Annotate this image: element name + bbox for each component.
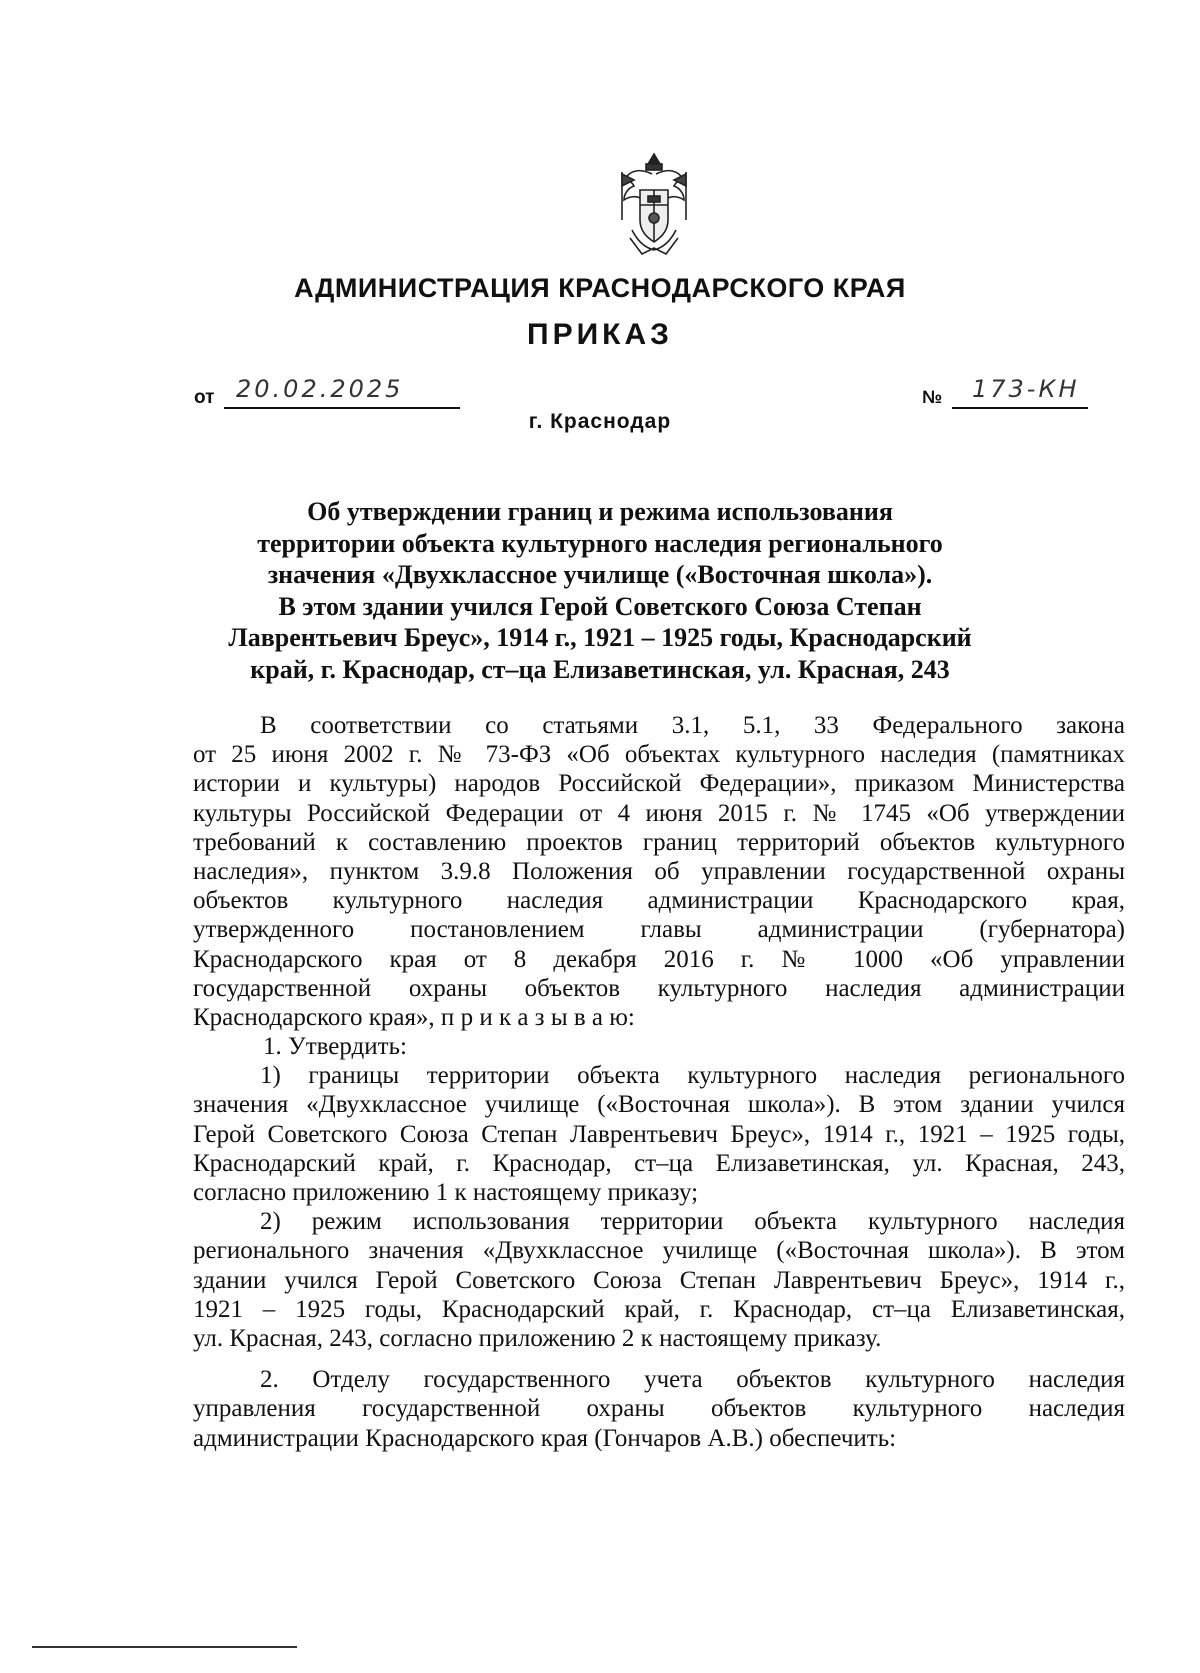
body-line: истории и культуры) народов Российской Федерации», приказом Министерства bbox=[193, 770, 1125, 798]
body-line: 2. Отделу государственного учета объектов культурного наследия bbox=[260, 1366, 1125, 1394]
number-value: 173-КН bbox=[972, 375, 1080, 403]
body-line: администрации Краснодарского края (Гончаров А.В.) обеспечить: bbox=[193, 1424, 897, 1452]
body-line: Краснодарского края от 8 декабря 2016 г. № 1000 «Об управлении bbox=[193, 945, 1125, 973]
number-field bbox=[922, 375, 1092, 413]
body-line: наследия», пунктом 3.9.8 Положения об управлении государственной охраны bbox=[193, 857, 1125, 885]
body-line: значения «Двухклассное училище («Восточная школа»). В этом здании учился bbox=[193, 1091, 1125, 1119]
number-underline bbox=[952, 407, 1088, 409]
body-line: культуры Российской Федерации от 4 июня 2015 г. № 1745 «Об утверждении bbox=[193, 799, 1125, 827]
body-line: 1921 – 1925 годы, Краснодарский край, г. Краснодар, ст–ца Елизаветинская, bbox=[193, 1295, 1125, 1323]
body-line: Краснодарского края», п р и к а з ы в а ю: bbox=[193, 1003, 635, 1031]
title-line: территории объекта культурного наследия регионального bbox=[257, 528, 943, 558]
body-line: от 25 июня 2002 г. № 73-ФЗ «Об объектах культурного наследия (памятниках bbox=[193, 741, 1125, 769]
body-line: государственной охраны объектов культурного наследия администрации bbox=[193, 974, 1125, 1002]
title-line: край, г. Краснодар, ст–ца Елизаветинская, ул. Красная, 243 bbox=[250, 654, 950, 684]
paragraph-gap bbox=[193, 1353, 1125, 1365]
date-field bbox=[194, 375, 464, 413]
paragraph-subitem-2 bbox=[193, 1207, 1125, 1353]
date-prefix: от bbox=[194, 387, 215, 408]
body-line: В соответствии со статьями 3.1, 5.1, 33 Федерального закона bbox=[260, 712, 1125, 739]
body-line: Герой Советского Союза Степан Лаврентьевич Бреус», 1914 г., 1921 – 1925 годы, bbox=[193, 1120, 1125, 1148]
krasnodar-coat-of-arms-icon bbox=[612, 150, 696, 260]
body-line: ул. Красная, 243, согласно приложению 2 к настоящему приказу. bbox=[193, 1324, 882, 1352]
date-value: 20.02.2025 bbox=[236, 375, 404, 403]
paragraph-item-1 bbox=[193, 1032, 1125, 1061]
paragraph-subitem-1 bbox=[193, 1061, 1125, 1207]
title-line: значения «Двухклассное училище («Восточная школа»). bbox=[267, 560, 933, 589]
body-line: объектов культурного наследия администрации Краснодарского края, bbox=[193, 887, 1125, 915]
body-line: 1. Утвердить: bbox=[263, 1033, 407, 1061]
document-type: ПРИКАЗ bbox=[527, 318, 673, 351]
body-line: утвержденного постановлением главы администрации (губернатора) bbox=[193, 916, 1125, 944]
document-title bbox=[200, 496, 1000, 685]
footer-divider bbox=[32, 1646, 297, 1648]
body-line: здании учился Герой Советского Союза Степан Лаврентьевич Бреус», 1914 г., bbox=[193, 1266, 1125, 1294]
number-prefix: № bbox=[922, 387, 943, 407]
body-line: 1) границы территории объекта культурного наследия регионального bbox=[260, 1062, 1125, 1090]
title-line: В этом здании учился Герой Советского Союза Степан bbox=[278, 591, 922, 621]
body-line: согласно приложению 1 к настоящему приказу; bbox=[193, 1179, 699, 1206]
organization-name: АДМИНИСТРАЦИЯ КРАСНОДАРСКОГО КРАЯ bbox=[294, 273, 906, 303]
body-line: управления государственной охраны объектов культурного наследия bbox=[193, 1395, 1125, 1423]
body-line: Краснодарский край, г. Краснодар, ст–ца Елизаветинская, ул. Красная, 243, bbox=[193, 1149, 1125, 1177]
body-line: 2) режим использования территории объекта культурного наследия bbox=[260, 1208, 1125, 1236]
title-line: Об утверждении границ и режима использования bbox=[307, 497, 893, 526]
city: г. Краснодар bbox=[528, 410, 672, 433]
title-line: Лаврентьевич Бреус», 1914 г., 1921 – 1925 годы, Краснодарский bbox=[228, 623, 972, 652]
paragraph-preamble bbox=[193, 711, 1125, 1032]
document-body bbox=[193, 711, 1125, 1453]
date-underline bbox=[224, 407, 460, 409]
paragraph-item-2 bbox=[193, 1365, 1125, 1453]
body-line: требований к составлению проектов границ территорий объектов культурного bbox=[193, 828, 1125, 856]
body-line: регионального значения «Двухклассное училище («Восточная школа»). В этом bbox=[193, 1237, 1125, 1265]
